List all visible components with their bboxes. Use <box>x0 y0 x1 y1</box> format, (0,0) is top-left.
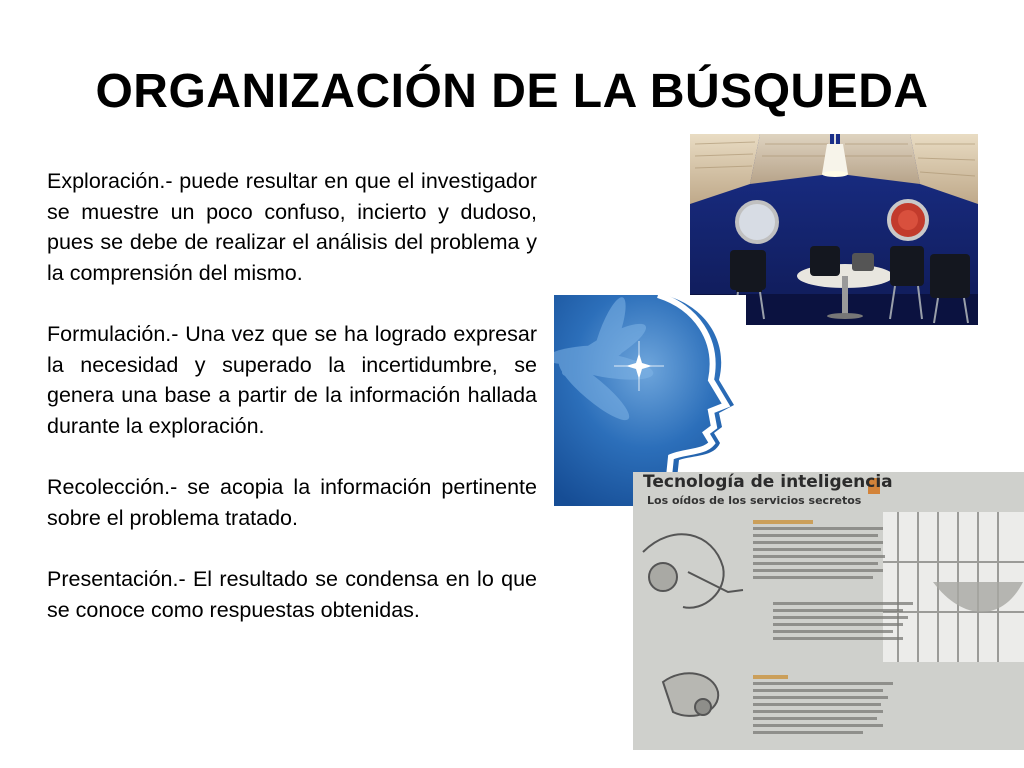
paragraph-formulacion: Formulación.- Una vez que se ha logrado expresar la necesidad y superado la incertidumbre, se genera una base a partir de la información hallada durante la exploración. <box>47 322 537 438</box>
body-text <box>47 166 537 656</box>
paragraph-presentacion: Presentación.- El resultado se condensa en lo que se conoce como respuestas obtenidas. <box>47 567 537 622</box>
paragraph-recoleccion: Recolección.- se acopia la información pertinente sobre el problema tratado. <box>47 475 537 530</box>
intelligence-poster-photo <box>633 472 1024 750</box>
poster-subtitle: Los oídos de los servicios secretos <box>647 494 862 507</box>
slide-title: ORGANIZACIÓN DE LA BÚSQUEDA <box>95 65 929 118</box>
poster-title: Tecnología de inteligencia <box>643 472 893 492</box>
paragraph-exploracion: Exploración.- puede resultar en que el investigador se muestre un poco confuso, incierto y dudoso, pues se debe de realizar el análisis del problema y la comprensión del mismo. <box>47 169 537 285</box>
